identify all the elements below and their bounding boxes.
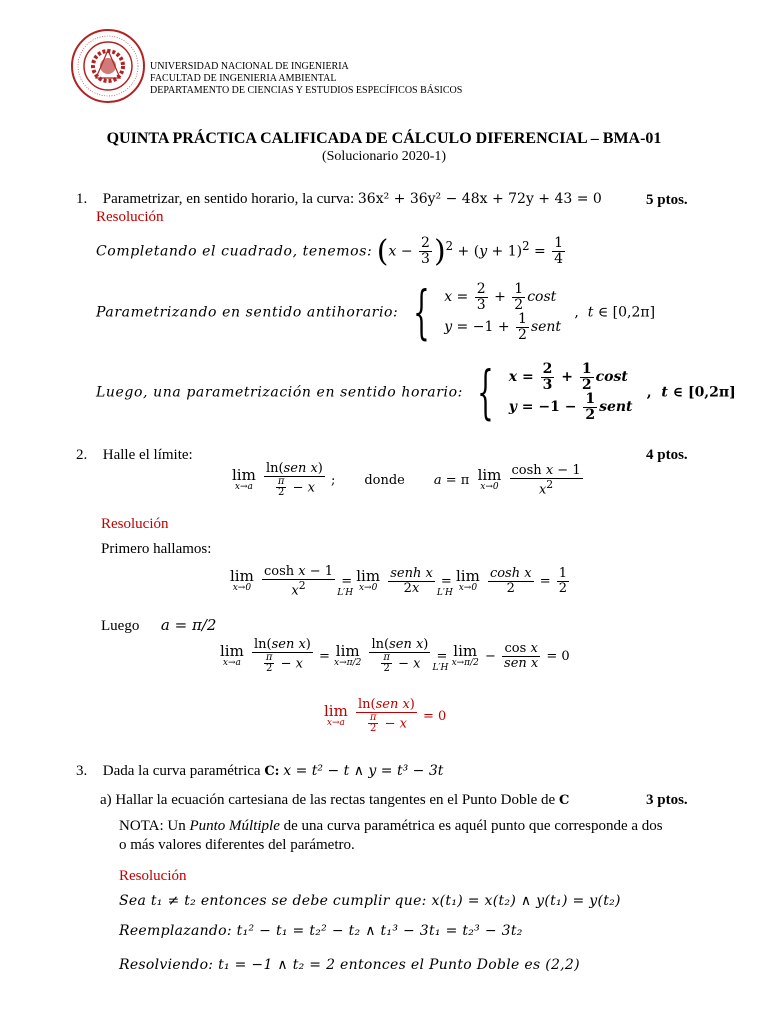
- problem3-curve-name: C:: [264, 764, 280, 779]
- problem1-number: 1.: [76, 191, 88, 207]
- problem3-line3: Resolviendo: t₁ = −1 ∧ t₂ = 2 entonces el Punto Doble es (2,2): [119, 957, 580, 973]
- problem1-resolution-label: Resolución: [96, 209, 164, 225]
- step1-label: Completando el cuadrado, tenemos:: [96, 243, 373, 260]
- step3-label: Luego, una parametrización en sentido horario:: [96, 384, 463, 401]
- nota-rest: de una curva paramétrica es aquél punto que corresponde a dos: [283, 818, 663, 834]
- problem1-step2: Parametrizando en sentido antihorario: { x = $\frac{2}{3}$ + $\frac{1}{2}$ cost y = −1 + $\frac{1}{2}$ sent , t ∈ [0,2π]: [96, 278, 656, 347]
- page-subtitle: (Solucionario 2020-1): [321, 149, 447, 164]
- problem3-resolution-label: Resolución: [119, 868, 187, 884]
- problem1-equation: 36x² + 36y² − 48x + 72y + 43 = 0: [357, 191, 602, 207]
- problem1-points: 5 ptos.: [646, 192, 688, 208]
- problem3-line2: Reemplazando: t₁² − t₁ = t₂² − t₂ ∧ t₁³ − 3t₁ = t₂³ − 3t₂: [119, 923, 523, 939]
- problem2-points: 4 ptos.: [646, 447, 688, 463]
- problem3-line1: Sea t₁ ≠ t₂ entonces se debe cumplir que: x(t₁) = x(t₂) ∧ y(t₁) = y(t₂): [119, 893, 621, 909]
- luego-label: Luego: [101, 618, 140, 634]
- part-a-curve: C: [558, 793, 570, 808]
- problem2-first: Primero hallamos:: [101, 541, 212, 557]
- university-name: UNIVERSIDAD NACIONAL DE INGENIERIA: [150, 61, 349, 72]
- donde-label: donde: [364, 472, 405, 488]
- problem1-step3: Luego, una parametrización en sentido horario: { x = $\frac{2}{3}$ + $\frac{1}{2}$ cost y = −1 − $\frac{1}{2}$ sent , t ∈ [0,2π]: [96, 358, 736, 427]
- department-name: DEPARTAMENTO DE CIENCIAS Y ESTUDIOS ESPECÍFICOS BÁSICOS: [150, 85, 463, 96]
- problem3-statement: Dada la curva paramétrica: [102, 763, 261, 779]
- problem2-number: 2.: [76, 447, 88, 463]
- problem1-statement: Parametrizar, en sentido horario, la curva:: [102, 191, 355, 207]
- faculty-name: FACULTAD DE INGENIERIA AMBIENTAL: [150, 73, 337, 84]
- problem3-equation: x = t² − t ∧ y = t³ − 3t: [283, 763, 444, 779]
- problem2-limit: lim x→a ln(sen x) $\frac{\pi}{2}$ − x ; donde a = π lim x→0 $\frac{\text{cosh x − 1}}{x^2}$: [232, 461, 581, 499]
- nota-prefix: NOTA: Un: [119, 818, 186, 834]
- step2-label: Parametrizando en sentido antihorario:: [96, 304, 399, 321]
- problem2-resolution-label: Resolución: [101, 516, 169, 532]
- problem3-points: 3 ptos.: [646, 792, 688, 808]
- problem2-statement: Halle el límite:: [102, 447, 193, 463]
- part-a-label: a): [100, 792, 112, 808]
- part-a-statement: Hallar la ecuación cartesiana de las rectas tangentes en el Punto Doble de: [115, 792, 556, 808]
- problem2-step2: lim x→a ln(sen x) $\frac{\pi}{2}$ − x = lim x→π/2 ln(sen x) $\frac{\pi}{2}$ − x = L′H lim x→π/2 − $\frac{\text{cos x}}{\text{sen x}}$ = 0: [220, 637, 570, 675]
- university-logo: [70, 28, 146, 104]
- a-value: a = π/2: [160, 616, 217, 634]
- problem2-result: lim x→a ln(sen x) $\frac{\pi}{2}$ − x = 0: [324, 697, 447, 735]
- nota-block: [119, 817, 699, 855]
- page-title: QUINTA PRÁCTICA CALIFICADA DE CÁLCULO DIFERENCIAL – BMA-01: [106, 130, 662, 147]
- problem1-step1: Completando el cuadrado, tenemos: (x − $\frac{2}{3}$ )$^2 + (y + 1)^2$ = $\frac{1}{4}$: [96, 234, 564, 269]
- nota-line2: o más valores diferentes del parámetro.: [119, 837, 355, 853]
- problem2-step1: lim x→0 $\frac{\text{cosh x − 1}}{x^2}$ = L′H lim x→0 $\frac{\text{senh x}}{2x}$ = L′H lim x→0 $\frac{\text{cosh x}}{2}$ = $\frac{1}{2}$: [230, 564, 568, 598]
- nota-term: Punto Múltiple: [189, 818, 280, 834]
- problem3-number: 3.: [76, 763, 88, 779]
